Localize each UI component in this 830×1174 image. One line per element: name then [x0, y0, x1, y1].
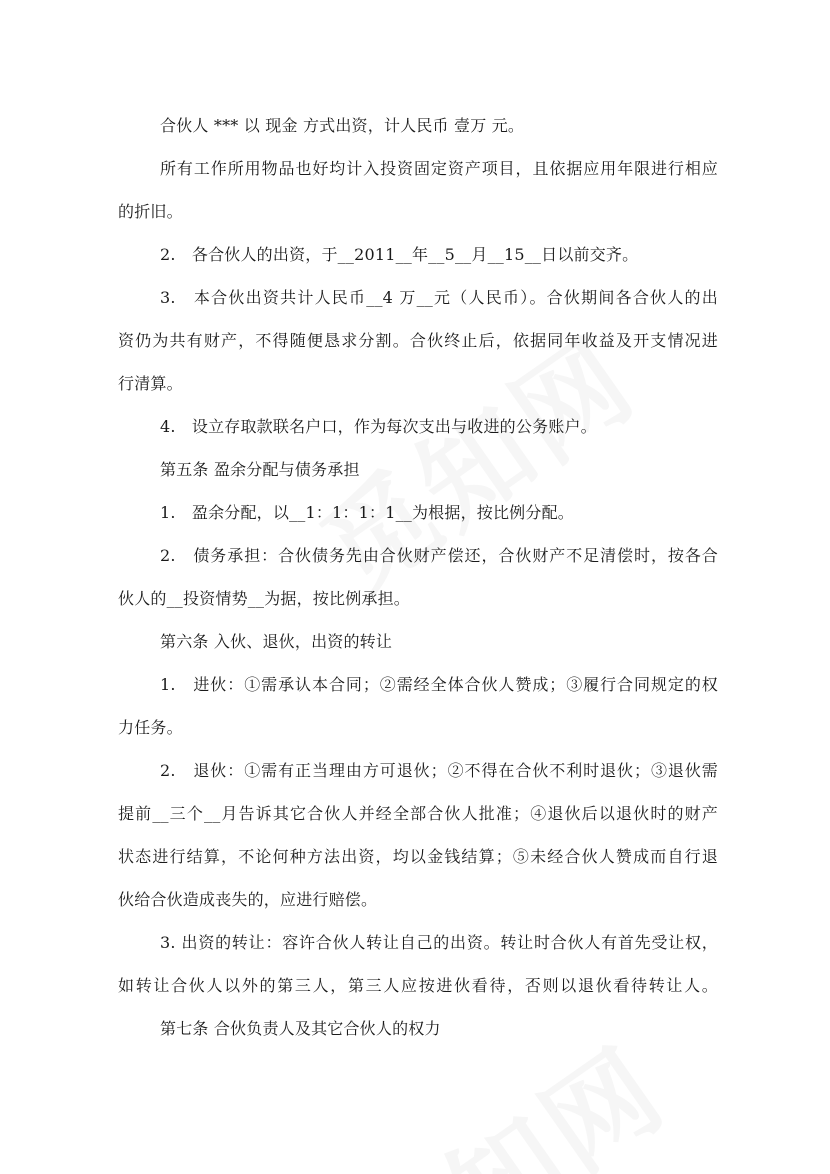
paragraph-line: 2. 各合伙人的出资，于__2011__年__5__月__15__日以前交齐。	[160, 245, 639, 264]
section-heading: 第六条 入伙、退伙，出资的转让	[160, 632, 393, 651]
paragraph-line: 资仍为共有财产，不得随便恳求分割。合伙终止后，依据同年收益及开支情况进	[118, 331, 718, 350]
document-body	[118, 104, 718, 1050]
section-heading: 第七条 合伙负责人及其它合伙人的权力	[160, 1019, 441, 1038]
paragraph-line: 如转让合伙人以外的第三人，第三人应按进伙看待，否则以退伙看待转让人。	[118, 976, 718, 995]
paragraph-line: 4. 设立存取款联名户口，作为每次支出与收进的公务账户。	[160, 417, 597, 436]
paragraph-line: 状态进行结算，不论何种方法出资，均以金钱结算；⑤未经合伙人赞成而自行退	[118, 847, 718, 866]
paragraph-line: 3. 出资的转让：容许合伙人转让自己的出资。转让时合伙人有首先受让权，	[160, 933, 718, 952]
paragraph-line: 提前__三个__月告诉其它合伙人并经全部合伙人批准；④退伙后以退伙时的财产	[118, 804, 718, 823]
paragraph-line: 3. 本合伙出资共计人民币__4 万__元（人民币）。合伙期间各合伙人的出	[160, 288, 718, 307]
paragraph-line: 伙给合伙造成丧失的，应进行赔偿。	[118, 890, 378, 909]
section-heading: 第五条 盈余分配与债务承担	[160, 460, 360, 479]
paragraph-line: 行清算。	[118, 374, 183, 393]
paragraph-line: 1. 进伙：①需承认本合同；②需经全体合伙人赞成；③履行合同规定的权	[160, 675, 718, 694]
paragraph-line: 1. 盈余分配，以__1：1：1：1__为根据，按比例分配。	[160, 503, 574, 522]
paragraph-line: 的折旧。	[118, 202, 183, 221]
paragraph-line: 所有工作所用物品也好均计入投资固定资产项目，且依据应用年限进行相应	[160, 159, 718, 178]
paragraph-line: 力任务。	[118, 718, 183, 737]
paragraph-line: 2. 退伙：①需有正当理由方可退伙；②不得在合伙不利时退伙；③退伙需	[160, 761, 718, 780]
paragraph-line: 2. 债务承担：合伙债务先由合伙财产偿还，合伙财产不足清偿时，按各合	[160, 546, 718, 565]
paragraph-line: 伙人的__投资情势__为据，按比例承担。	[118, 589, 411, 608]
paragraph-line: 合伙人 *** 以 现金 方式出资，计人民币 壹万 元。	[160, 116, 525, 135]
